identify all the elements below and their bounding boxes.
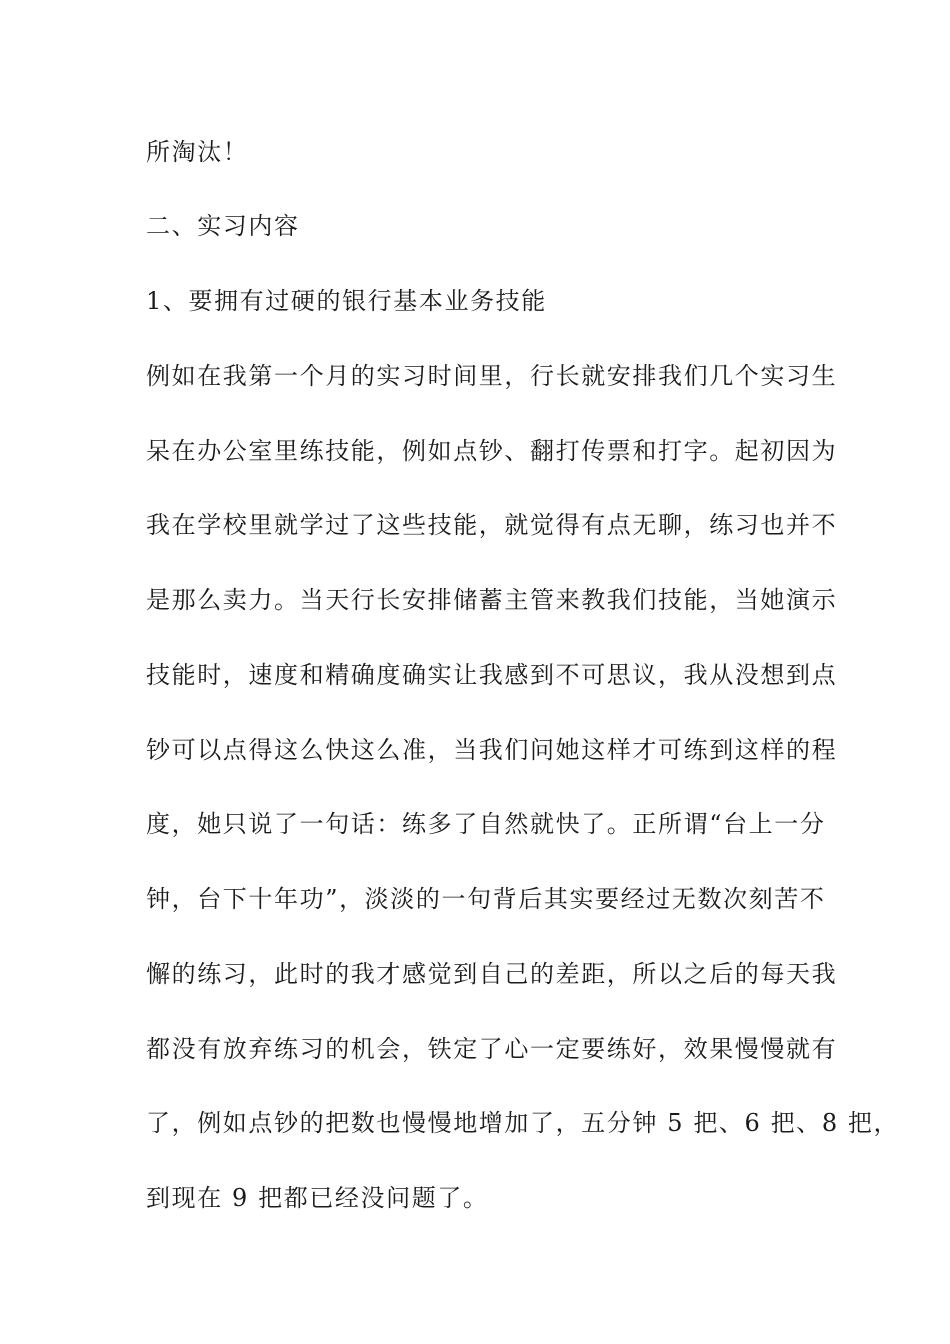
body-text-line: 懈的练习，此时的我才感觉到自己的差距，所以之后的每天我 (146, 960, 838, 988)
body-text-line: 钟，台下十年功”，淡淡的一句背后其实要经过无数次刻苦不 (146, 885, 826, 913)
body-text-line: 度，她只说了一句话：练多了自然就快了。正所谓“台上一分 (146, 810, 826, 838)
body-text-line: 呆在办公室里练技能，例如点钞、翻打传票和打字。起初因为 (146, 437, 838, 465)
body-text-line: 钞可以点得这么快这么准，当我们问她这样才可练到这样的程 (146, 736, 838, 764)
body-text-line: 技能时，速度和精确度确实让我感到不可思议，我从没想到点 (146, 661, 838, 689)
body-text-line: 例如在我第一个月的实习时间里，行长就安排我们几个实习生 (146, 362, 838, 390)
body-text-line: 我在学校里就学过了这些技能，就觉得有点无聊，练习也并不 (146, 511, 838, 539)
body-text-line: 了，例如点钞的把数也慢慢地增加了，五分钟 5 把、6 把、8 把， (146, 1109, 900, 1137)
body-text-line: 到现在 9 把都已经没问题了。 (146, 1184, 489, 1212)
section-heading: 二、实习内容 (146, 212, 300, 240)
body-text-line: 都没有放弃练习的机会，铁定了心一定要练好，效果慢慢就有 (146, 1035, 838, 1063)
paragraph-line-ending: 所淘汰！ (146, 138, 249, 166)
subsection-heading: 1、要拥有过硬的银行基本业务技能 (146, 287, 547, 315)
body-text-line: 是那么卖力。当天行长安排储蓄主管来教我们技能，当她演示 (146, 586, 838, 614)
